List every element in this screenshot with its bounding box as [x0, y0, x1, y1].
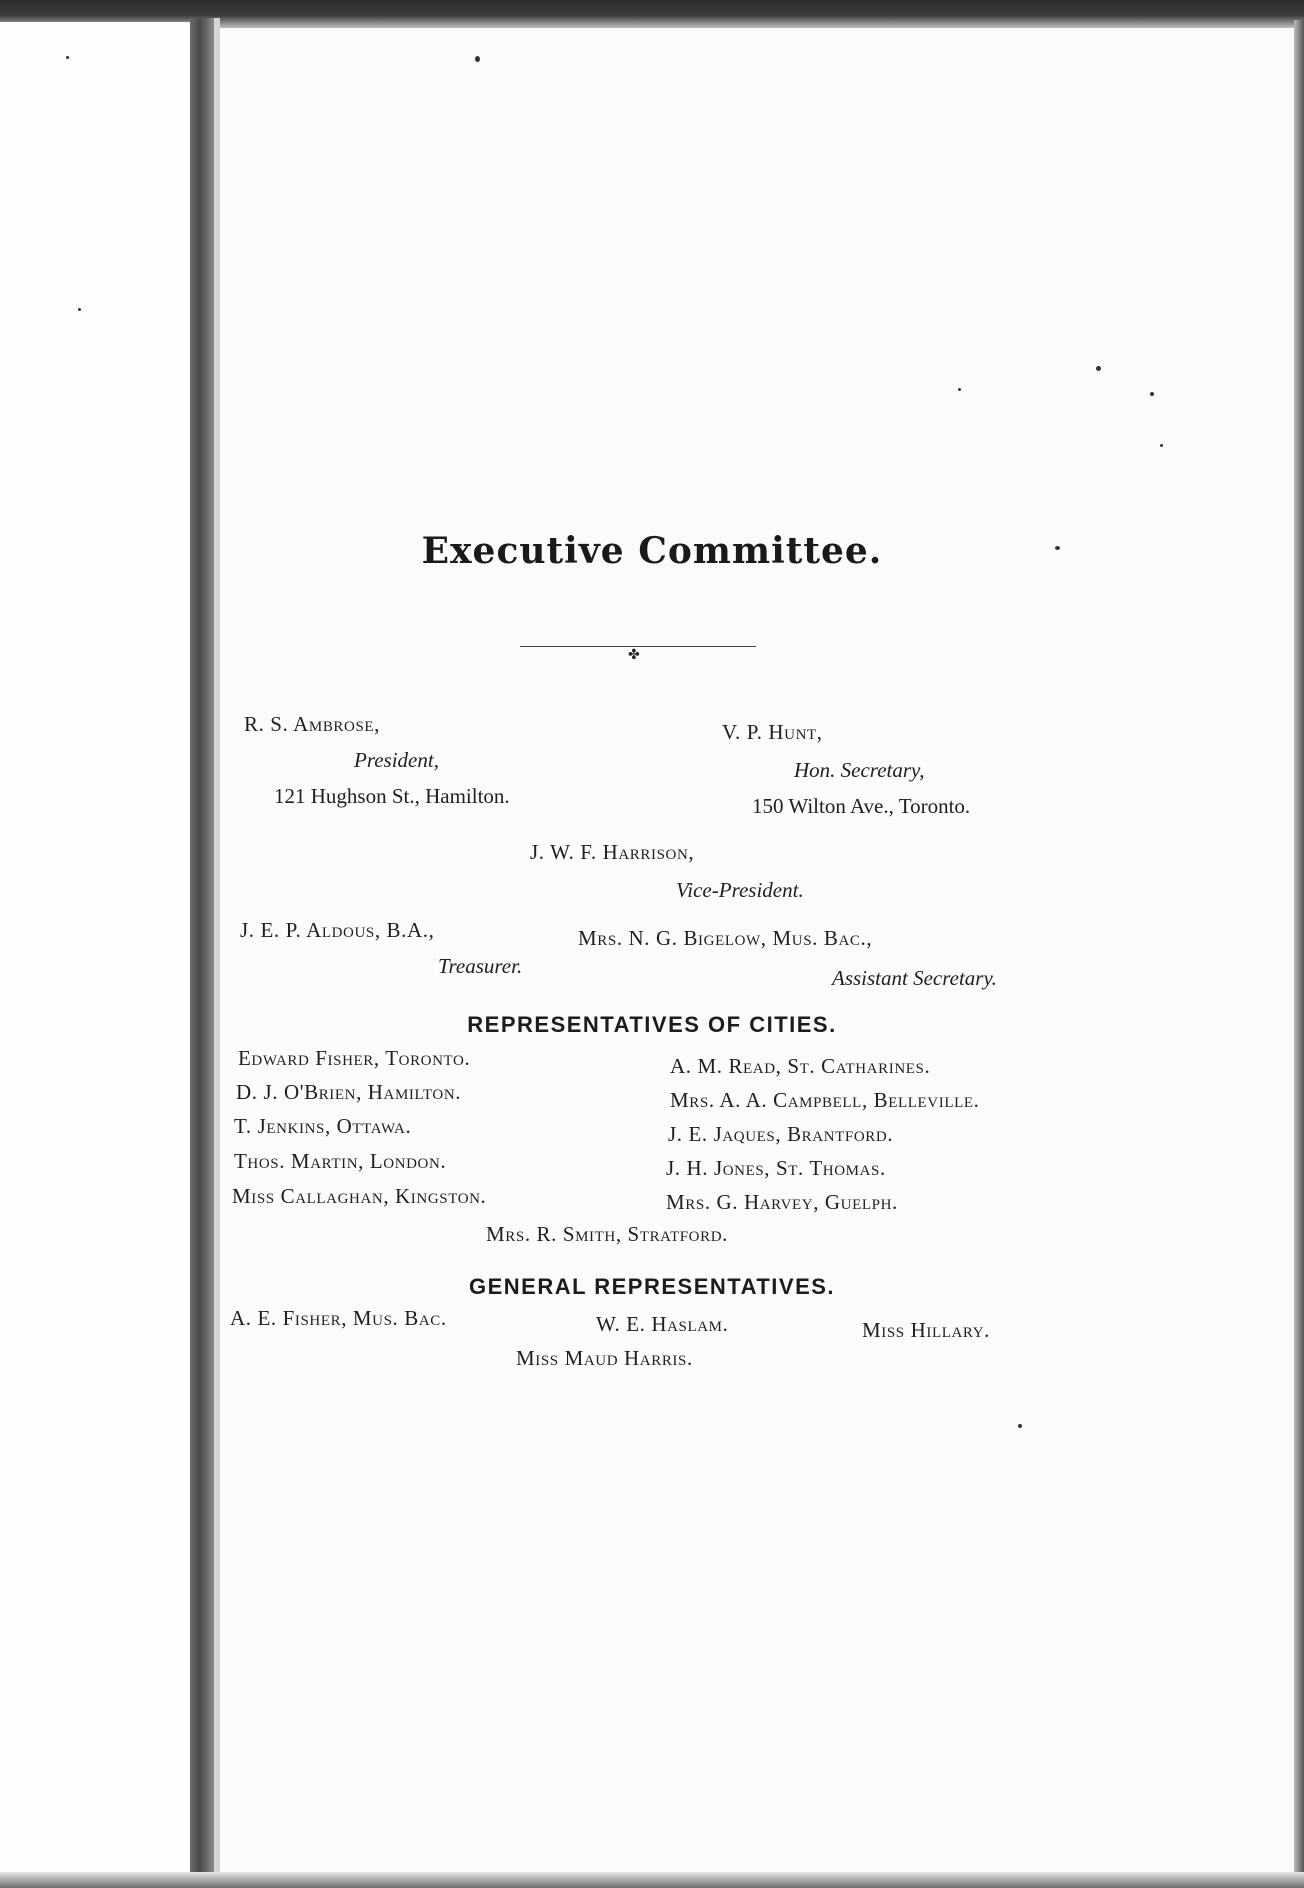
general-representative: Miss Maud Harris.	[516, 1346, 693, 1370]
speck	[958, 388, 961, 391]
speck	[78, 308, 81, 311]
cities-heading: REPRESENTATIVES OF CITIES.	[467, 1012, 837, 1037]
page-bottom-edge	[0, 1872, 1304, 1888]
hon-secretary-name: V. P. Hunt,	[722, 720, 823, 744]
hon-secretary-role: Hon. Secretary,	[794, 758, 925, 782]
speck	[475, 56, 480, 62]
treasurer-name: J. E. P. Aldous, B.A.,	[240, 918, 435, 942]
vice-president-name: J. W. F. Harrison,	[530, 840, 695, 864]
city-representative: T. Jenkins, Ottawa.	[234, 1114, 412, 1138]
city-representative: Thos. Martin, London.	[234, 1149, 447, 1173]
fleuron-ornament-icon: ✤	[628, 648, 640, 663]
speck	[1018, 1424, 1022, 1428]
spine-edge	[214, 18, 220, 1888]
city-representative: J. H. Jones, St. Thomas.	[666, 1156, 886, 1180]
general-heading: GENERAL REPRESENTATIVES.	[468, 1274, 836, 1299]
book-spine	[190, 18, 214, 1888]
facing-page	[0, 22, 190, 1888]
speck	[66, 56, 69, 59]
vice-president-role: Vice-President.	[676, 878, 804, 902]
hon-secretary-address: 150 Wilton Ave., Toronto.	[752, 794, 971, 818]
treasurer-role: Treasurer.	[438, 954, 523, 978]
speck	[1096, 366, 1101, 371]
president-address: 121 Hughson St., Hamilton.	[274, 784, 510, 808]
general-representative: Miss Hillary.	[862, 1318, 990, 1342]
city-representative: Edward Fisher, Toronto.	[238, 1046, 471, 1070]
city-representative: Mrs. R. Smith, Stratford.	[486, 1222, 728, 1246]
assistant-secretary-name: Mrs. N. G. Bigelow, Mus. Bac.,	[578, 926, 873, 950]
general-representative: A. E. Fisher, Mus. Bac.	[230, 1306, 447, 1330]
speck	[1150, 392, 1154, 396]
page-right-edge	[1294, 20, 1304, 1888]
city-representative: Mrs. A. A. Campbell, Belleville.	[670, 1088, 980, 1112]
speck	[1160, 444, 1163, 447]
city-representative: A. M. Read, St. Catharines.	[670, 1054, 931, 1078]
city-representative: J. E. Jaques, Brantford.	[668, 1122, 894, 1146]
president-role: President,	[354, 748, 439, 772]
city-representative: Miss Callaghan, Kingston.	[232, 1184, 487, 1208]
city-representative: D. J. O'Brien, Hamilton.	[236, 1080, 462, 1104]
assistant-secretary-role: Assistant Secretary.	[832, 966, 997, 990]
page-title: Executive Committee.	[421, 530, 883, 572]
city-representative: Mrs. G. Harvey, Guelph.	[666, 1190, 898, 1214]
president-name: R. S. Ambrose,	[244, 712, 381, 736]
general-representative: W. E. Haslam.	[596, 1312, 729, 1336]
